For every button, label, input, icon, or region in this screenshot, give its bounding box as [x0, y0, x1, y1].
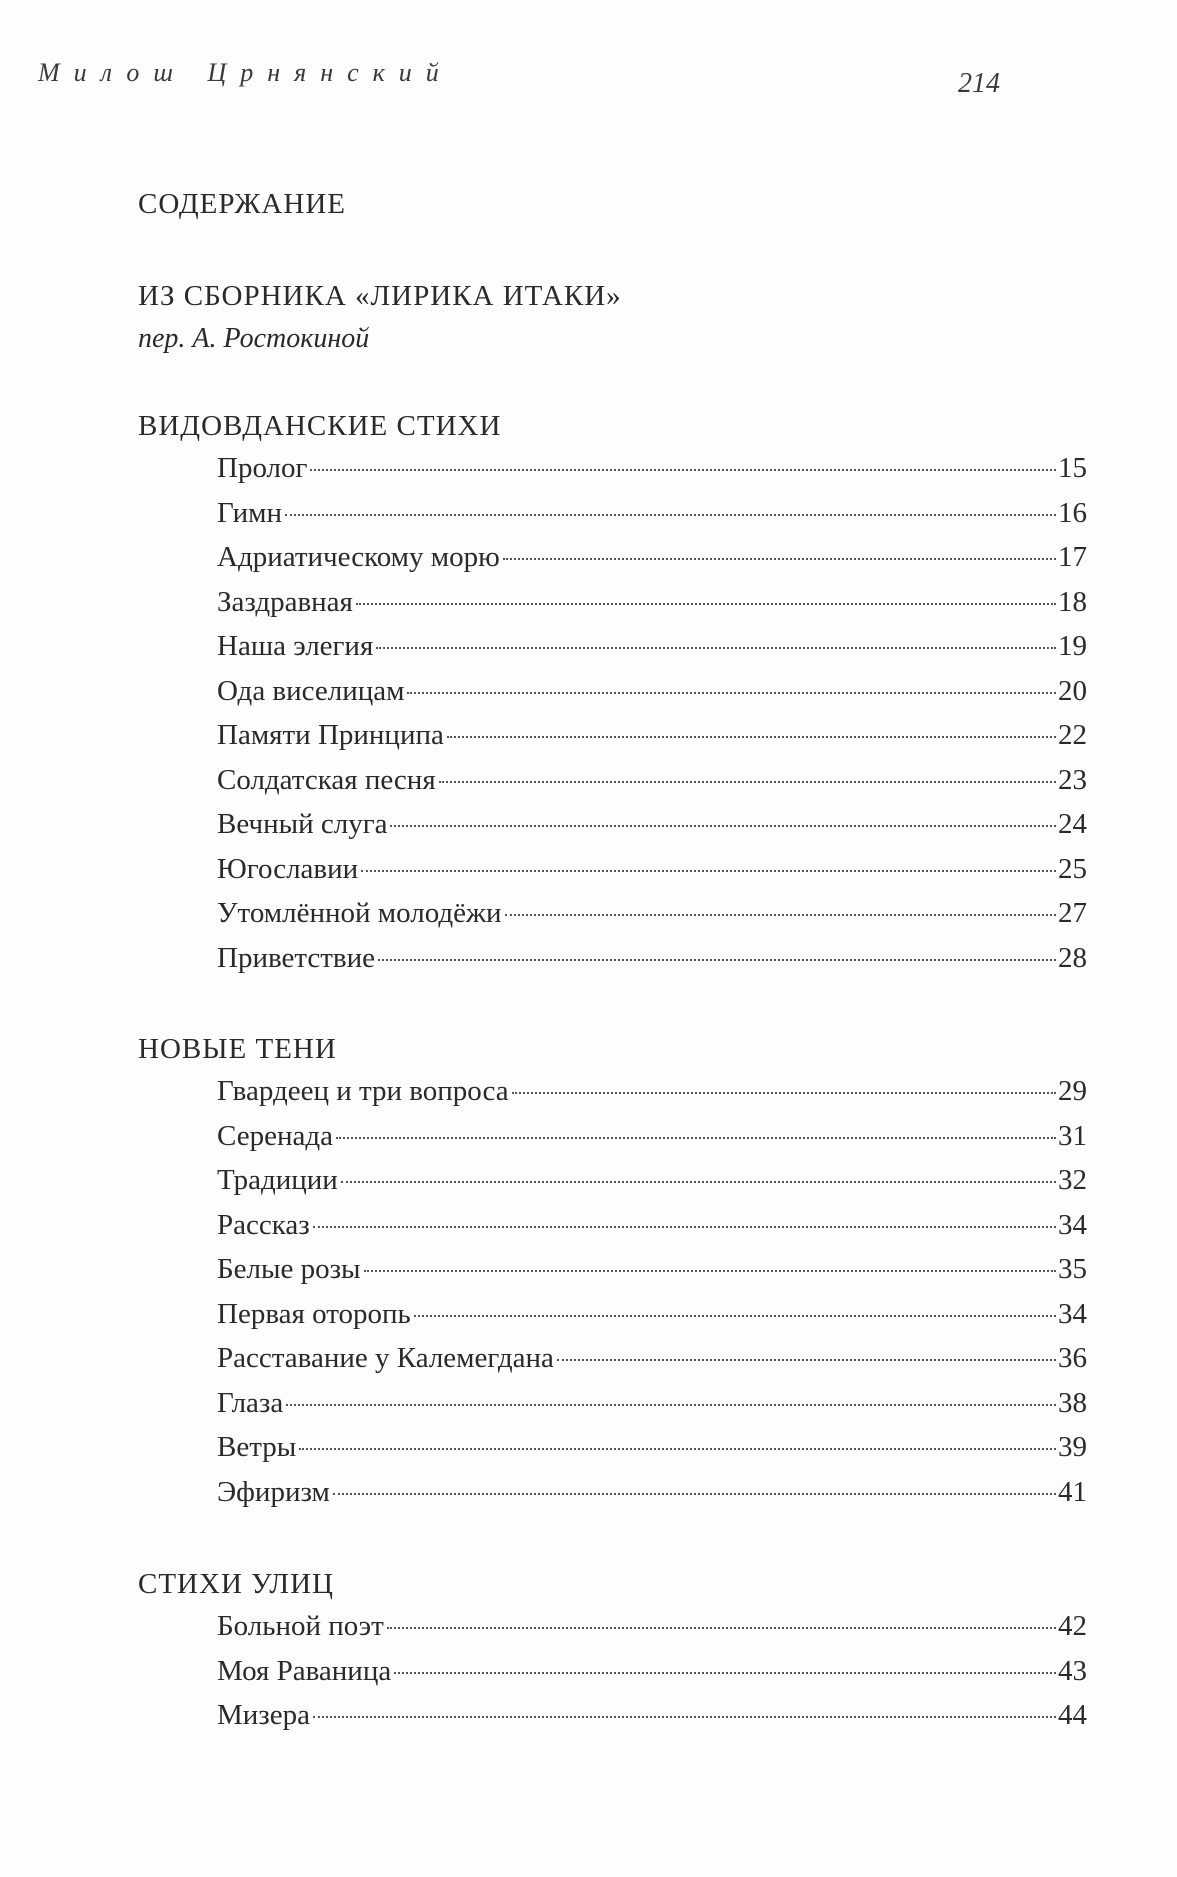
- dot-leader: [378, 959, 1056, 961]
- entry-page: 32: [1058, 1164, 1087, 1196]
- entry-title: Первая оторопь: [217, 1297, 411, 1330]
- entry-page: 20: [1058, 674, 1087, 707]
- toc-entry[interactable]: [217, 675, 1087, 720]
- dot-leader: [414, 1315, 1056, 1317]
- collection-heading: ИЗ СБОРНИКА «ЛИРИКА ИТАКИ»: [138, 280, 622, 312]
- entry-page: 24: [1058, 808, 1087, 840]
- toc-entry[interactable]: [217, 942, 1087, 987]
- entry-page: 38: [1058, 1386, 1087, 1419]
- section-entries-street-poems: [217, 1610, 1087, 1744]
- entry-page: 43: [1058, 1654, 1087, 1687]
- dot-leader: [341, 1181, 1056, 1183]
- toc-entry[interactable]: [217, 1610, 1087, 1655]
- entry-title: Гвардеец и три вопроса: [217, 1075, 509, 1107]
- dot-leader: [313, 1226, 1056, 1228]
- dot-leader: [310, 469, 1056, 471]
- dot-leader: [286, 1404, 1056, 1406]
- toc-entry[interactable]: [217, 1387, 1087, 1432]
- entry-title: Приветствие: [217, 941, 376, 974]
- dot-leader: [407, 692, 1056, 694]
- entry-title: Солдатская песня: [217, 763, 436, 796]
- section-entries-vidovdan: [217, 452, 1087, 986]
- dot-leader: [299, 1448, 1056, 1450]
- toc-entry[interactable]: [217, 1655, 1087, 1700]
- dot-leader: [313, 1716, 1056, 1718]
- entry-page: 19: [1058, 630, 1087, 662]
- toc-entry[interactable]: [217, 853, 1087, 898]
- entry-page: 29: [1058, 1075, 1087, 1107]
- dot-leader: [364, 1270, 1056, 1272]
- entry-title: Адриатическому морю: [217, 541, 500, 573]
- dot-leader: [387, 1627, 1056, 1629]
- toc-entry[interactable]: [217, 1209, 1087, 1254]
- section-heading-new-shadows: НОВЫЕ ТЕНИ: [138, 1033, 337, 1065]
- entry-title: Мизера: [217, 1699, 311, 1731]
- dot-leader: [505, 914, 1056, 916]
- entry-title: Больной поэт: [217, 1610, 384, 1642]
- entry-title: Моя Раваница: [217, 1654, 392, 1687]
- dot-leader: [439, 781, 1056, 783]
- page-number: 214: [958, 68, 1000, 99]
- toc-entry[interactable]: [217, 1298, 1087, 1343]
- entry-page: 31: [1058, 1119, 1087, 1152]
- toc-entry[interactable]: [217, 808, 1087, 853]
- author-name: Милош Црнянский: [38, 58, 453, 87]
- toc-entry[interactable]: [217, 1253, 1087, 1298]
- dot-leader: [336, 1137, 1056, 1139]
- dot-leader: [285, 514, 1056, 516]
- toc-entry[interactable]: [217, 1699, 1087, 1744]
- entry-title: Заздравная: [217, 585, 353, 618]
- entry-page: 27: [1058, 897, 1087, 929]
- section-heading-street-poems: СТИХИ УЛИЦ: [138, 1568, 334, 1600]
- entry-title: Югославии: [217, 852, 359, 885]
- toc-entry[interactable]: [217, 897, 1087, 942]
- toc-entry[interactable]: [217, 1120, 1087, 1165]
- entry-page: 44: [1058, 1699, 1087, 1731]
- dot-leader: [356, 603, 1056, 605]
- entry-title: Ветры: [217, 1431, 297, 1463]
- entry-title: Наша элегия: [217, 630, 374, 662]
- entry-page: 34: [1058, 1297, 1087, 1330]
- toc-entry[interactable]: [217, 764, 1087, 809]
- entry-page: 42: [1058, 1610, 1087, 1642]
- entry-title: Ода виселицам: [217, 674, 405, 707]
- entry-title: Расставание у Калемегдана: [217, 1342, 554, 1374]
- section-heading-vidovdan: ВИДОВДАНСКИЕ СТИХИ: [138, 410, 502, 442]
- translator-credit: пер. А. Ростокиной: [138, 323, 370, 354]
- entry-title: Серенада: [217, 1119, 333, 1152]
- entry-title: Утомлённой молодёжи: [217, 897, 502, 929]
- entry-page: 39: [1058, 1431, 1087, 1463]
- entry-title: Памяти Принципа: [217, 719, 444, 751]
- toc-entry[interactable]: [217, 586, 1087, 631]
- dot-leader: [447, 736, 1056, 738]
- entry-title: Белые розы: [217, 1253, 361, 1285]
- entry-page: 16: [1058, 496, 1087, 529]
- entry-page: 18: [1058, 585, 1087, 618]
- entry-page: 22: [1058, 719, 1087, 751]
- entry-page: 34: [1058, 1208, 1087, 1241]
- entry-title: Вечный слуга: [217, 808, 388, 840]
- entry-title: Эфиризм: [217, 1475, 330, 1508]
- entry-page: 17: [1058, 541, 1087, 573]
- entry-title: Пролог: [217, 452, 308, 484]
- toc-entry[interactable]: [217, 630, 1087, 675]
- toc-entry[interactable]: [217, 1075, 1087, 1120]
- dot-leader: [512, 1092, 1056, 1094]
- entry-page: 15: [1058, 452, 1087, 484]
- toc-entry[interactable]: [217, 541, 1087, 586]
- entry-title: Гимн: [217, 496, 283, 529]
- entry-title: Глаза: [217, 1386, 284, 1419]
- dot-leader: [394, 1672, 1056, 1674]
- toc-entry[interactable]: [217, 1476, 1087, 1521]
- toc-entry[interactable]: [217, 452, 1087, 497]
- entry-page: 25: [1058, 852, 1087, 885]
- entry-page: 28: [1058, 941, 1087, 974]
- dot-leader: [361, 870, 1056, 872]
- entry-title: Традиции: [217, 1164, 338, 1196]
- entry-page: 41: [1058, 1475, 1087, 1508]
- toc-title: СОДЕРЖАНИЕ: [138, 188, 346, 220]
- entry-title: Рассказ: [217, 1208, 310, 1241]
- dot-leader: [503, 558, 1056, 560]
- running-head: [38, 58, 1018, 98]
- section-entries-new-shadows: [217, 1075, 1087, 1520]
- toc-entry[interactable]: [217, 1342, 1087, 1387]
- dot-leader: [333, 1493, 1056, 1495]
- toc-entry[interactable]: [217, 719, 1087, 764]
- entry-page: 35: [1058, 1253, 1087, 1285]
- toc-entry[interactable]: [217, 1164, 1087, 1209]
- toc-entry[interactable]: [217, 497, 1087, 542]
- dot-leader: [557, 1359, 1056, 1361]
- dot-leader: [376, 647, 1056, 649]
- toc-entry[interactable]: [217, 1431, 1087, 1476]
- entry-page: 23: [1058, 763, 1087, 796]
- dot-leader: [390, 825, 1056, 827]
- entry-page: 36: [1058, 1342, 1087, 1374]
